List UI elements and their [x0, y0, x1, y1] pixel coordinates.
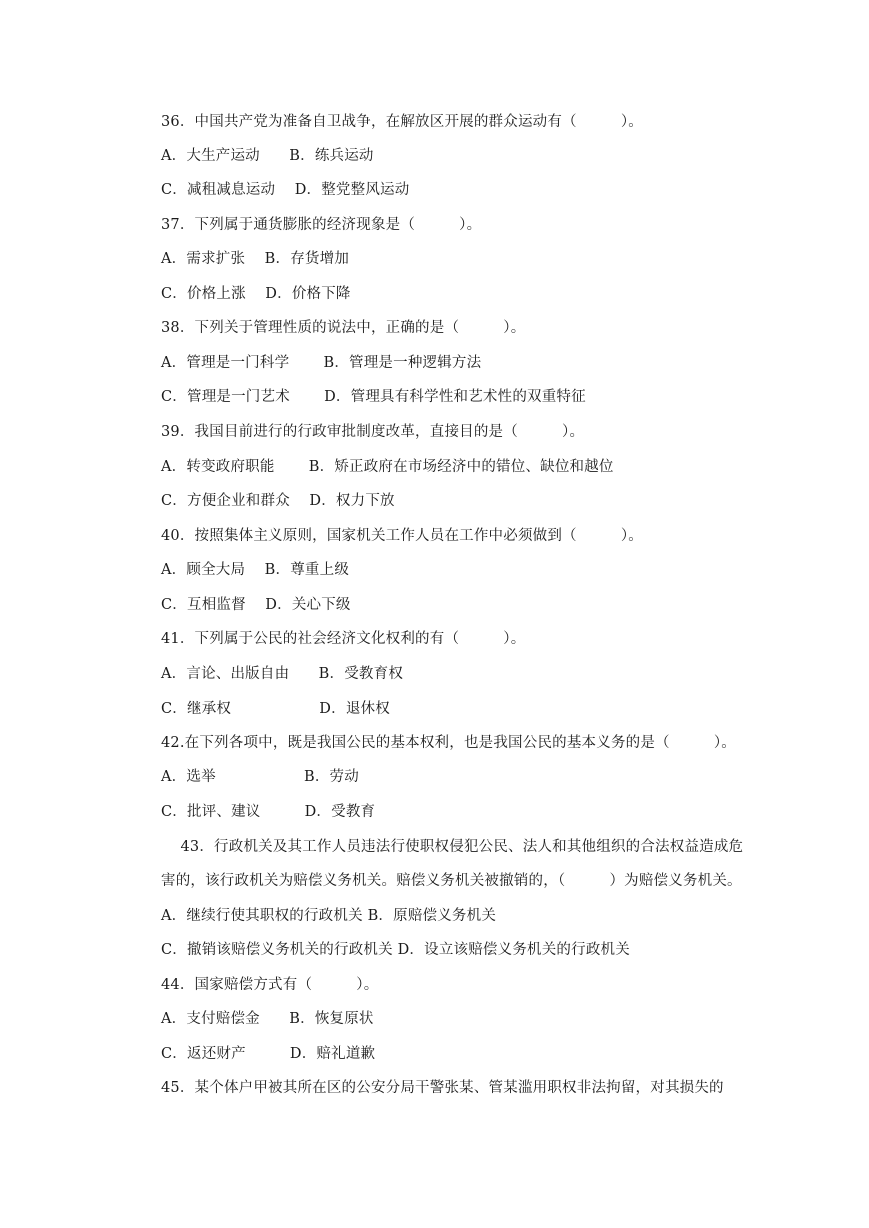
q41-options-cd: C．继承权 D．退休权: [161, 701, 390, 717]
question-36: 36．中国共产党为准备自卫战争，在解放区开展的群众运动有（ ）。: [161, 114, 643, 130]
question-42: 42.在下列各项中，既是我国公民的基本权利，也是我国公民的基本义务的是（ ）。: [161, 735, 737, 751]
q43-options-cd: C．撤销该赔偿义务机关的行政机关 D．设立该赔偿义务机关的行政机关: [161, 942, 630, 958]
q43-options-ab: A．继续行使其职权的行政机关 B．原赔偿义务机关: [161, 908, 497, 924]
q37-options-ab: A．需求扩张 B．存货增加: [161, 251, 350, 267]
question-43-line1: 43．行政机关及其工作人员违法行使职权侵犯公民、法人和其他组织的合法权益造成危: [161, 839, 744, 855]
question-44: 44．国家赔偿方式有（ ）。: [161, 977, 379, 993]
q44-options-ab: A．支付赔偿金 B．恢复原状: [161, 1011, 374, 1027]
q42-options-ab: A．选举 B．劳动: [161, 769, 359, 785]
q42-options-cd: C．批评、建议 D．受教育: [161, 804, 376, 820]
q38-options-cd: C．管理是一门艺术 D．管理具有科学性和艺术性的双重特征: [161, 389, 586, 405]
q39-options-ab: A．转变政府职能 B．矫正政府在市场经济中的错位、缺位和越位: [161, 459, 614, 475]
question-43-line2: 害的，该行政机关为赔偿义务机关。赔偿义务机关被撤销的，（ ）为赔偿义务机关。: [161, 873, 742, 889]
q38-options-ab: A．管理是一门科学 B．管理是一种逻辑方法: [161, 355, 482, 371]
q36-options-ab: A．大生产运动 B．练兵运动: [161, 148, 374, 164]
q37-options-cd: C．价格上涨 D．价格下降: [161, 286, 351, 302]
question-45-line1: 45．某个体户甲被其所在区的公安分局干警张某、管某滥用职权非法拘留，对其损失的: [161, 1080, 724, 1096]
q36-options-cd: C．减租减息运动 D．整党整风运动: [161, 182, 410, 198]
q40-options-cd: C．互相监督 D．关心下级: [161, 597, 351, 613]
q40-options-ab: A．顾全大局 B．尊重上级: [161, 562, 350, 578]
question-39: 39．我国目前进行的行政审批制度改革，直接目的是（ ）。: [161, 424, 585, 440]
question-41: 41．下列属于公民的社会经济文化权利的有（ ）。: [161, 631, 526, 647]
q44-options-cd: C．返还财产 D．赔礼道歉: [161, 1046, 376, 1062]
q41-options-ab: A．言论、出版自由 B．受教育权: [161, 666, 404, 682]
q39-options-cd: C．方便企业和群众 D．权力下放: [161, 493, 395, 509]
question-38: 38．下列关于管理性质的说法中，正确的是（ ）。: [161, 320, 526, 336]
question-37: 37．下列属于通货膨胀的经济现象是（ ）。: [161, 217, 482, 233]
question-40: 40．按照集体主义原则，国家机关工作人员在工作中必须做到（ ）。: [161, 528, 643, 544]
